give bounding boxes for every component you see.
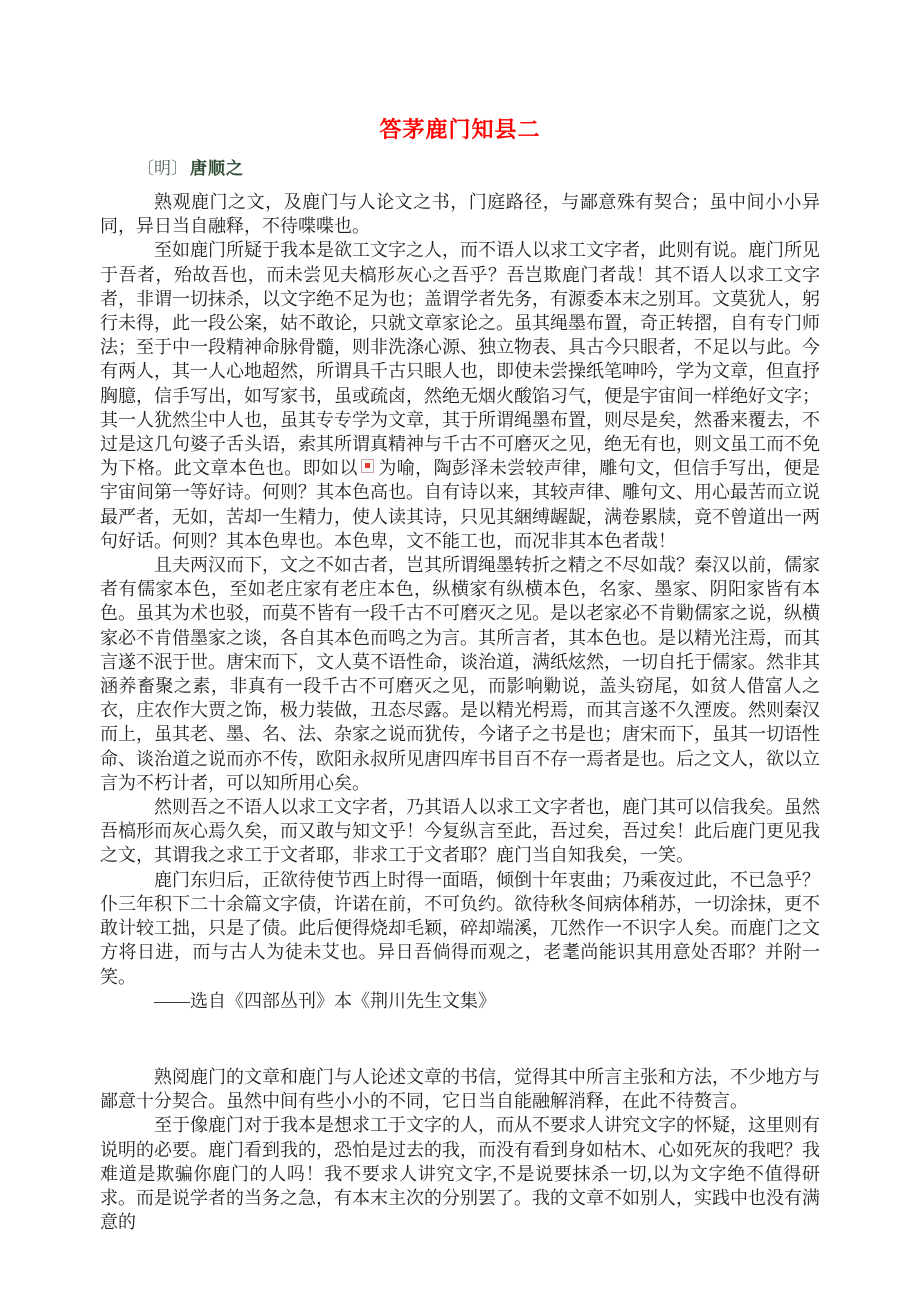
article-paragraph-2-part1: 至如鹿门所疑于我本是欲工文字之人，而不语人以求工文字者，此则有说。鹿门所见于吾者，殆故吾也，而未尝见夫槁形灰心之吾乎？吾岂欺鹿门者哉！其不语人以求工文字者，非谓一切抹杀，以文字绝不足为也；盖谓学者先务，有源委本末之别耳。文莫犹人，躬行未得，此一段公案，姑不敢论，只就文章家论之。虽其绳墨布置，奇正转摺，自有专门师法；至于中一段精神命脉骨髓，则非洗涤心源、独立物表、具古今只眼者，不足以与此。今有两人，其一人心地超然，所谓具千古只眼人也，即使未尝操纸笔呻吟，学为文章，但直抒胸臆，信手写出，如写家书，虽或疏卤，然绝无烟火酸馅习气，便是宇宙间一样绝好文字；其一人犹然尘中人也，虽其专专学为文章，其于所谓绳墨布置，则尽是矣，然番来覆去，不过是这几句婆子舌头语，索其所谓真精神与千古不可磨灭之见，绝无有也，则文虽工而不免为下格。此文章本色也。即如以 [100,240,820,479]
translation-section [100,1065,820,1234]
article-paragraph-5: 鹿门东归后，正欲待使节西上时得一面晤，倾倒十年衷曲；乃乘夜过此，不已急乎？仆三年积下二十余篇文字债，许诺在前，不可负约。欲待秋冬间病体稍苏，一切涂抹，更不敢计较工拙，只是了债。此后便得烧却毛颖，碎却端溪，兀然作一不识字人矣。而鹿门之文方将日进，而与古人为徒未艾也。异日吾倘得而观之，老耄尚能识其用意处否耶？并附一笑。 [100,869,820,987]
page-title: 答茅鹿门知县二 [379,117,541,142]
translation-paragraph-2: 至于像鹿门对于我本是想求工于文字的人，而从不要求人讲究文字的怀疑，这里则有说明的必要。鹿门看到我的，恐怕是过去的我，而没有看到身如枯木、心如死灰的我吧？我难道是欺骗你鹿门的人吗！我不要求人讲究文字,不是说要抹杀一切,以为文字绝不值得研求。而是说学者的当务之急，有本末主次的分别罢了。我的文章不如别人，实践中也没有满意的 [100,1115,820,1233]
article-body [100,190,820,1013]
missing-character-dot [365,463,370,468]
article-paragraph-4: 然则吾之不语人以求工文字者，乃其语人以求工文字者也，鹿门其可以信我矣。虽然吾槁形而灰心焉久矣，而又敢与知文乎！今复纵言至此，吾过矣，吾过矣！此后鹿门更见我之文，其谓我之求工于文者耶，非求工于文者耶？鹿门当自知我矣，一笑。 [100,797,820,866]
author-dynasty: 〔明〕 [137,159,188,178]
article-paragraph-2-part2: 为喻，陶彭泽未尝较声律，雕句文，但信手写出，便是宇宙间第一等好诗。何则？其本色高也。自有诗以来，其较声律、雕句文、用心最苦而立说最严者，无如，苦却一生精力，使人读其诗，只见其綑缚龌龊，满卷累牍，竟不曾道出一两句好话。何则？其本色卑也。本色卑，文不能工也，而况非其本色者哉！ [100,458,821,551]
author-line [100,157,820,181]
article-paragraph-2 [100,238,820,553]
article-paragraph-1: 熟观鹿门之文，及鹿门与人论文之书，门庭路径，与鄙意殊有契合；虽中间小小异同，异日当自融释，不待喋喋也。 [100,192,820,237]
translation-paragraph-1: 熟阅鹿门的文章和鹿门与人论述文章的书信，觉得其中所言主张和方法，不少地方与鄙意十分契合。虽然中间有些小小的不同，它日当自能融解消释，在此不待赘言。 [100,1066,820,1112]
missing-character-box [361,459,374,473]
author-name: 唐顺之 [190,159,244,178]
source-citation: ——选自《四部丛刊》本《荆川先生文集》 [154,990,496,1011]
article-paragraph-3: 且夫两汉而下，文之不如古者，岂其所谓绳墨转折之精之不尽如哉？秦汉以前，儒家者有儒家本色，至如老庄家有老庄本色，纵横家有纵横本色，名家、墨家、阴阳家皆有本色。虽其为术也驳，而莫不皆有一段千古不可磨灭之见。是以老家必不肯勦儒家之说，纵横家必不肯借墨家之谈，各自其本色而鸣之为言。其所言者，其本色也。是以精光注焉，而其言遂不泯于世。唐宋而下，文人莫不语性命，谈治道，满纸炫然，一切自托于儒家。然非其涵养畜聚之素，非真有一段千古不可磨灭之见，而影响勦说，盖头窃尾，如贫人借富人之衣，庄农作大贾之饰，极力装做，丑态尽露。是以精光枵焉，而其言遂不久湮废。然则秦汉而上，虽其老、墨、名、法、杂家之说而犹传，今诸子之书是也；唐宋而下，虽其一切语性命、谈治道之说而亦不传，欧阳永叔所见唐四库书目百不存一焉者是也。后之文人，欲以立言为不朽计者，可以知所用心矣。 [100,555,820,793]
